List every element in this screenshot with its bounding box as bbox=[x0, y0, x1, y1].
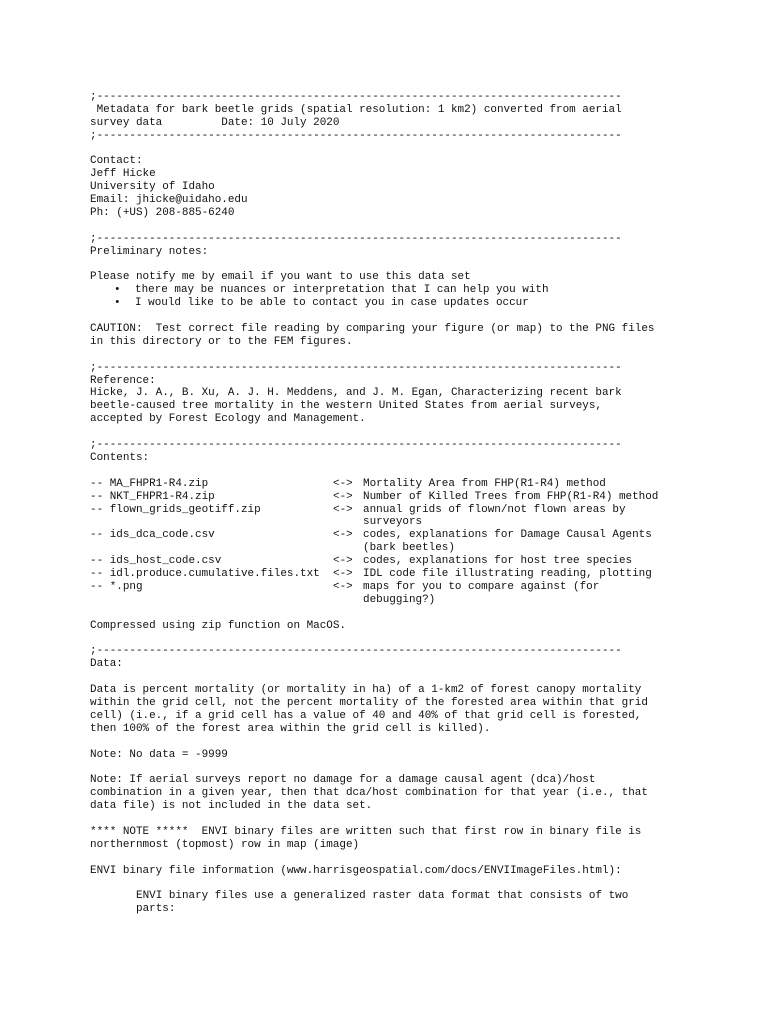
contents-list bbox=[90, 478, 690, 607]
divider: ;-------------------------------------------------------------------------------- bbox=[90, 129, 622, 142]
divider: ;-------------------------------------------------------------------------------- bbox=[90, 439, 622, 452]
divider: ;-------------------------------------------------------------------------------- bbox=[90, 232, 622, 245]
reference-section bbox=[90, 375, 690, 427]
file-name: -- flown_grids_geotiff.zip bbox=[90, 503, 261, 516]
arrow: <-> bbox=[333, 555, 353, 568]
compression-note: Compressed using zip function on MacOS. bbox=[90, 619, 346, 632]
caution-text: CAUTION: Test correct file reading by comparing your figure (or map) to the PNG files bbox=[90, 323, 655, 336]
contact-name: Jeff Hicke bbox=[90, 168, 156, 181]
list-item bbox=[90, 491, 690, 504]
arrow: <-> bbox=[333, 503, 353, 516]
list-item bbox=[90, 529, 690, 555]
data-paragraph: then 100% of the forest area within the grid cell is killed). bbox=[90, 722, 491, 735]
preliminary-bullet-list bbox=[90, 284, 690, 310]
dca-note: data file) is not included in the data set. bbox=[90, 800, 373, 813]
document-title-cont: survey data Date: 10 July 2020 bbox=[90, 116, 340, 129]
file-name: -- idl.produce.cumulative.files.txt bbox=[90, 568, 320, 581]
contact-email: Email: jhicke@uidaho.edu bbox=[90, 194, 248, 207]
file-description: maps for you to compare against (for bbox=[363, 580, 600, 593]
data-paragraph: cell) (i.e., if a grid cell has a value of 40 and 40% of that grid cell is forested, bbox=[90, 709, 642, 722]
arrow: <-> bbox=[333, 490, 353, 503]
file-description: codes, explanations for Damage Causal Agents bbox=[363, 529, 652, 542]
section-heading: Preliminary notes: bbox=[90, 245, 209, 258]
preliminary-notes-section bbox=[90, 246, 690, 349]
section-heading: Data: bbox=[90, 658, 123, 671]
nodata-note: Note: No data = -9999 bbox=[90, 748, 228, 761]
dca-note: Note: If aerial surveys report no damage for a damage causal agent (dca)/host bbox=[90, 774, 596, 787]
reference-text: Hicke, J. A., B. Xu, A. J. H. Meddens, and J. M. Egan, Characterizing recent bark bbox=[90, 387, 622, 400]
list-item bbox=[90, 555, 690, 568]
contents-section bbox=[90, 452, 690, 633]
envi-description: parts: bbox=[136, 903, 176, 916]
divider: ;-------------------------------------------------------------------------------- bbox=[90, 645, 622, 658]
data-paragraph: Data is percent mortality (or mortality in ha) of a 1-km2 of forest canopy mortality bbox=[90, 684, 642, 697]
arrow: <-> bbox=[333, 580, 353, 593]
contact-label: Contact: bbox=[90, 155, 143, 168]
bullet-icon: • bbox=[114, 297, 121, 310]
file-name: -- ids_host_code.csv bbox=[90, 555, 222, 568]
file-description: Mortality Area from FHP(R1-R4) method bbox=[363, 477, 606, 490]
file-description-cont: surveyors bbox=[363, 516, 423, 529]
list-item bbox=[90, 504, 690, 530]
arrow: <-> bbox=[333, 477, 353, 490]
file-name: -- *.png bbox=[90, 580, 143, 593]
dca-note: combination in a given year, then that dca/host combination for that year (i.e., that bbox=[90, 787, 648, 800]
bullet-icon: • bbox=[114, 284, 121, 297]
list-item bbox=[90, 478, 690, 491]
data-paragraph: within the grid cell, not the percent mortality of the forested area within that grid bbox=[90, 696, 648, 709]
file-description: annual grids of flown/not flown areas by bbox=[363, 503, 626, 516]
section-heading: Reference: bbox=[90, 374, 156, 387]
document-title: Metadata for bark beetle grids (spatial resolution: 1 km2) converted from aerial bbox=[90, 103, 622, 116]
envi-row-note: northernmost (topmost) row in map (image) bbox=[90, 838, 360, 851]
list-item bbox=[90, 568, 690, 581]
envi-row-note: **** NOTE ***** ENVI binary files are written such that first row in binary file is bbox=[90, 825, 642, 838]
file-description-cont: debugging?) bbox=[363, 593, 436, 606]
contact-org: University of Idaho bbox=[90, 181, 215, 194]
arrow: <-> bbox=[333, 529, 353, 542]
reference-text: accepted by Forest Ecology and Management. bbox=[90, 413, 366, 426]
contact-phone: Ph: (+US) 208-885-6240 bbox=[90, 207, 235, 220]
file-name: -- ids_dca_code.csv bbox=[90, 529, 215, 542]
section-heading: Contents: bbox=[90, 451, 150, 464]
file-description: IDL code file illustrating reading, plotting bbox=[363, 568, 652, 581]
list-item: • I would like to be able to contact you in case updates occur bbox=[114, 297, 529, 310]
preliminary-intro: Please notify me by email if you want to use this data set bbox=[90, 271, 471, 284]
file-name: -- MA_FHPR1-R4.zip bbox=[90, 477, 209, 490]
file-description-cont: (bark beetles) bbox=[363, 542, 455, 555]
arrow: <-> bbox=[333, 568, 353, 581]
file-name: -- NKT_FHPR1-R4.zip bbox=[90, 490, 215, 503]
reference-text: beetle-caused tree mortality in the western United States from aerial surveys, bbox=[90, 400, 602, 413]
file-description: codes, explanations for host tree species bbox=[363, 555, 633, 568]
document-page bbox=[90, 91, 690, 916]
envi-description: ENVI binary files use a generalized raster data format that consists of two bbox=[136, 890, 629, 903]
list-item: • there may be nuances or interpretation that I can help you with bbox=[114, 284, 549, 297]
file-description: Number of Killed Trees from FHP(R1-R4) method bbox=[363, 490, 659, 503]
contact-section bbox=[90, 155, 690, 219]
divider: ;-------------------------------------------------------------------------------- bbox=[90, 91, 622, 103]
list-item bbox=[90, 581, 690, 607]
data-section bbox=[90, 658, 690, 916]
divider: ;-------------------------------------------------------------------------------- bbox=[90, 361, 622, 374]
caution-text: in this directory or to the FEM figures. bbox=[90, 335, 353, 348]
envi-info: ENVI binary file information (www.harrisgeospatial.com/docs/ENVIImageFiles.html): bbox=[90, 864, 622, 877]
